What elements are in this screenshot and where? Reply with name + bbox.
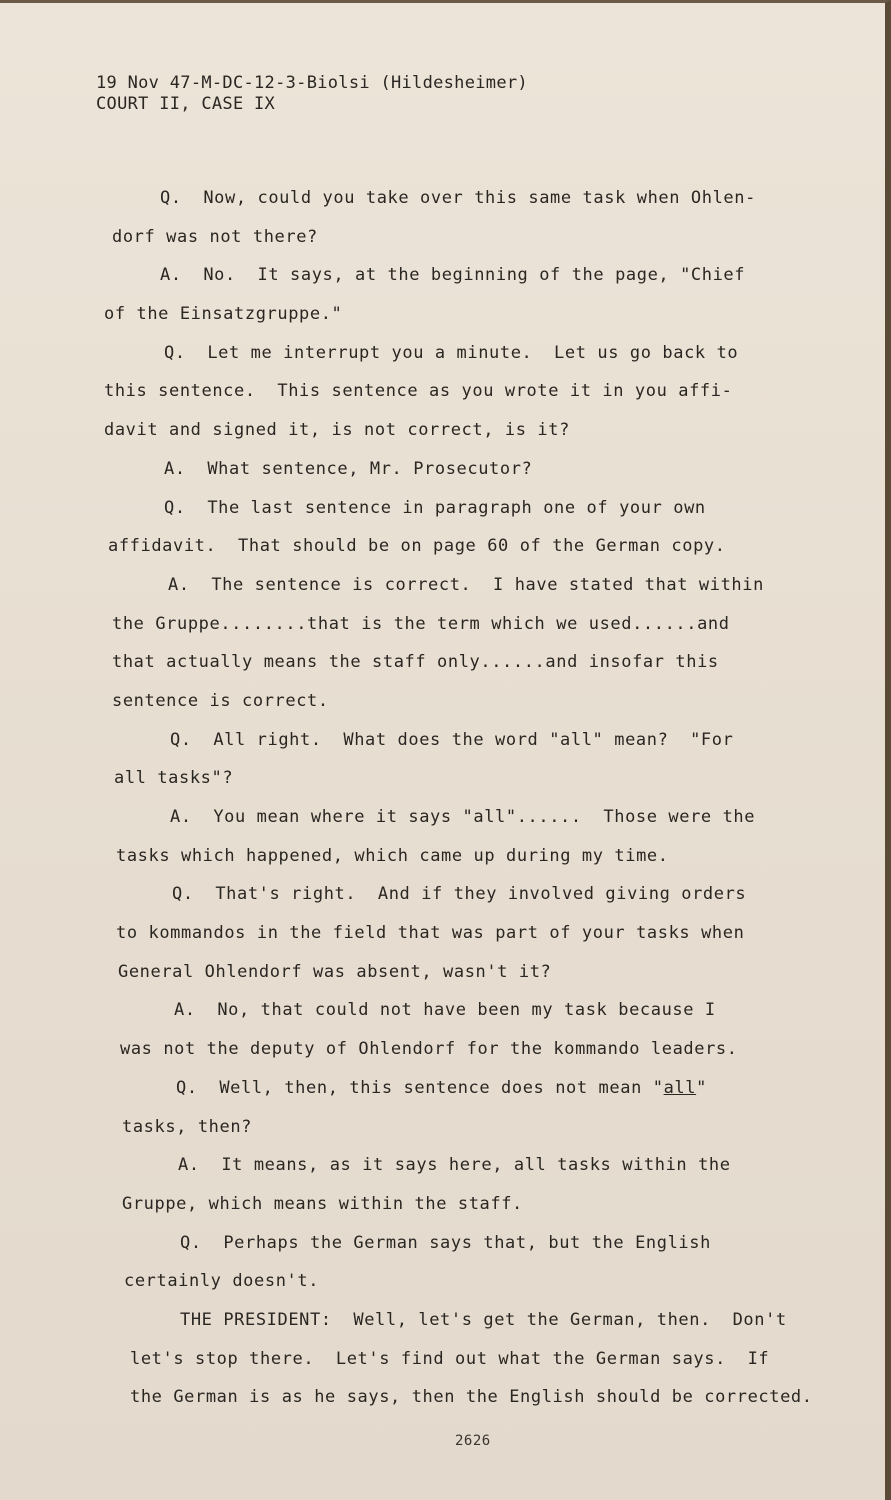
header-line-2: COURT II, CASE IX (96, 94, 276, 114)
underlined-word: all (663, 1077, 697, 1098)
line-text: " (696, 1077, 707, 1098)
transcript-line: of the Einsatzgruppe." (104, 304, 343, 325)
page-number: 2626 (455, 1433, 491, 1449)
transcript-line: Q. Let me interrupt you a minute. Let us go back to (164, 342, 739, 363)
transcript-line: General Ohlendorf was absent, wasn't it? (118, 961, 552, 982)
transcript-line: A. The sentence is correct. I have stated that within (168, 574, 764, 595)
transcript-line: tasks which happened, which came up during my time. (116, 845, 669, 866)
transcript-line: Gruppe, which means within the staff. (122, 1193, 523, 1214)
transcript-line: A. No, that could not have been my task because I (174, 1000, 716, 1021)
transcript-line: A. No. It says, at the beginning of the page, "Chief (160, 265, 746, 286)
transcript-line: all tasks"? (114, 768, 234, 789)
transcript-line: the German is as he says, then the English should be corrected. (130, 1387, 813, 1408)
transcript-line: to kommandos in the field that was part of your tasks when (116, 923, 745, 944)
transcript-line: the Gruppe........that is the term which we used......and (112, 613, 730, 634)
transcript-line: affidavit. That should be on page 60 of the German copy. (108, 536, 726, 557)
transcript-line: THE PRESIDENT: Well, let's get the German, then. Don't (180, 1309, 787, 1330)
header-line-1: 19 Nov 47-M-DC-12-3-Biolsi (Hildesheimer) (96, 73, 528, 93)
transcript-line: that actually means the staff only......and insofar this (112, 652, 719, 673)
transcript-line: Q. All right. What does the word "all" mean? "For (170, 729, 734, 750)
transcript-line (120, 1069, 880, 1108)
transcript-body (104, 179, 864, 1417)
transcript-line: Q. That's right. And if they involved giving orders (172, 884, 747, 905)
transcript-line: tasks, then? (122, 1116, 253, 1137)
transcript-line: was not the deputy of Ohlendorf for the kommando leaders. (120, 1039, 738, 1060)
line-text: Q. Well, then, this sentence does not mean " (176, 1077, 664, 1098)
transcript-line: davit and signed it, is not correct, is it? (104, 420, 570, 441)
document-header (96, 73, 528, 115)
transcript-line: A. It means, as it says here, all tasks within the (178, 1155, 731, 1176)
transcript-line: Q. Now, could you take over this same task when Ohlen- (160, 188, 756, 208)
transcript-line: A. What sentence, Mr. Prosecutor? (164, 458, 533, 479)
transcript-line: this sentence. This sentence as you wrote it in you affi- (104, 381, 733, 402)
transcript-line: dorf was not there? (112, 226, 318, 247)
transcript-line: certainly doesn't. (124, 1271, 320, 1292)
transcript-line: sentence is correct. (112, 690, 329, 711)
transcript-line: let's stop there. Let's find out what the German says. If (130, 1348, 770, 1369)
transcript-line: Q. The last sentence in paragraph one of your own (164, 497, 706, 518)
transcript-line: Q. Perhaps the German says that, but the English (180, 1232, 711, 1253)
transcript-line: A. You mean where it says "all"...... Those were the (170, 807, 756, 827)
